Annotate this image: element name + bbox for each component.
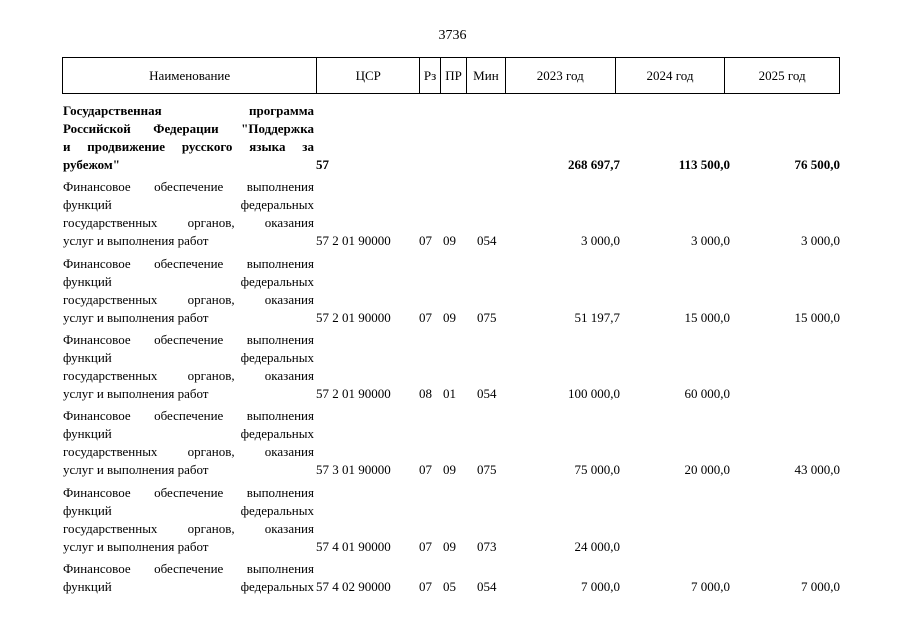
header-2023: 2023 год [506,58,616,93]
row-rz: 07 [419,462,432,477]
row-csr: 57 4 02 90000 [316,579,391,594]
row-csr: 57 2 01 90000 [316,233,391,248]
row-name [63,331,314,403]
name-line: Финансовое обеспечение выполнения [63,256,314,271]
name-line: государственных органов, оказания [63,521,314,536]
row-2024: 20 000,0 [684,462,730,477]
row-rz: 07 [419,233,432,248]
name-line: функций федеральных [63,579,314,594]
row-csr: 57 2 01 90000 [316,386,391,401]
table-row [62,484,840,556]
row-2025: 15 000,0 [794,310,840,325]
name-line: государственных органов, оказания [63,444,314,459]
name-line: услуг и выполнения работ [63,233,209,248]
row-2023: 268 697,7 [568,157,620,172]
row-2023: 100 000,0 [568,386,620,401]
name-line: функций федеральных [63,350,314,365]
row-csr: 57 2 01 90000 [316,310,391,325]
row-2023: 51 197,7 [574,310,620,325]
table-header [62,57,840,94]
row-pr: 09 [443,310,456,325]
header-rz: Рз [420,58,441,93]
row-pr: 01 [443,386,456,401]
name-line: услуг и выполнения работ [63,386,209,401]
name-line: Финансовое обеспечение выполнения [63,485,314,500]
header-pr: ПР [441,58,467,93]
name-line: и продвижение русского языка за [63,139,314,154]
name-line: рубежом" [63,157,120,172]
row-name [63,484,314,556]
header-2024: 2024 год [616,58,726,93]
row-csr: 57 3 01 90000 [316,462,391,477]
row-2024: 60 000,0 [684,386,730,401]
row-2025: 7 000,0 [801,579,840,594]
row-pr: 09 [443,233,456,248]
row-pr: 09 [443,462,456,477]
header-name: Наименование [63,58,317,93]
row-min: 054 [477,386,497,401]
page-number: 3736 [438,28,467,43]
table-row [62,560,840,596]
name-line: услуг и выполнения работ [63,462,209,477]
row-min: 075 [477,310,497,325]
row-2024: 7 000,0 [691,579,730,594]
name-line: функций федеральных [63,274,314,289]
name-line: Государственная программа [63,103,314,118]
row-2023: 3 000,0 [581,233,620,248]
name-line: государственных органов, оказания [63,368,314,383]
row-2023: 7 000,0 [581,579,620,594]
row-min: 054 [477,579,497,594]
row-pr: 09 [443,539,456,554]
name-line: Финансовое обеспечение выполнения [63,561,314,576]
table-row [62,102,840,174]
row-rz: 08 [419,386,432,401]
row-name [63,560,314,596]
header-csr: ЦСР [317,58,420,93]
name-line: услуг и выполнения работ [63,539,209,554]
row-2025: 3 000,0 [801,233,840,248]
header-2025: 2025 год [758,67,806,83]
row-csr: 57 4 01 90000 [316,539,391,554]
row-rz: 07 [419,310,432,325]
name-line: Российской Федерации "Поддержка [63,121,314,136]
row-2023: 24 000,0 [574,539,620,554]
row-rz: 07 [419,539,432,554]
name-line: функций федеральных [63,503,314,518]
row-2024: 15 000,0 [684,310,730,325]
name-line: Финансовое обеспечение выполнения [63,332,314,347]
row-min: 054 [477,233,497,248]
table-row [62,331,840,403]
name-line: Финансовое обеспечение выполнения [63,408,314,423]
row-pr: 05 [443,579,456,594]
row-min: 075 [477,462,497,477]
row-csr: 57 [316,157,329,172]
row-2025: 76 500,0 [794,157,840,172]
row-2025: 43 000,0 [794,462,840,477]
table-row [62,255,840,327]
name-line: государственных органов, оказания [63,215,314,230]
row-2024: 3 000,0 [691,233,730,248]
name-line: функций федеральных [63,426,314,441]
row-name [63,178,314,250]
row-name [63,102,314,174]
table-row [62,178,840,250]
header-min: Мин [467,58,506,93]
row-min: 073 [477,539,497,554]
name-line: услуг и выполнения работ [63,310,209,325]
name-line: государственных органов, оказания [63,292,314,307]
row-2024: 113 500,0 [678,157,730,172]
name-line: функций федеральных [63,197,314,212]
row-name [63,407,314,479]
table-row [62,407,840,479]
row-2023: 75 000,0 [574,462,620,477]
row-rz: 07 [419,579,432,594]
name-line: Финансовое обеспечение выполнения [63,179,314,194]
row-name [63,255,314,327]
